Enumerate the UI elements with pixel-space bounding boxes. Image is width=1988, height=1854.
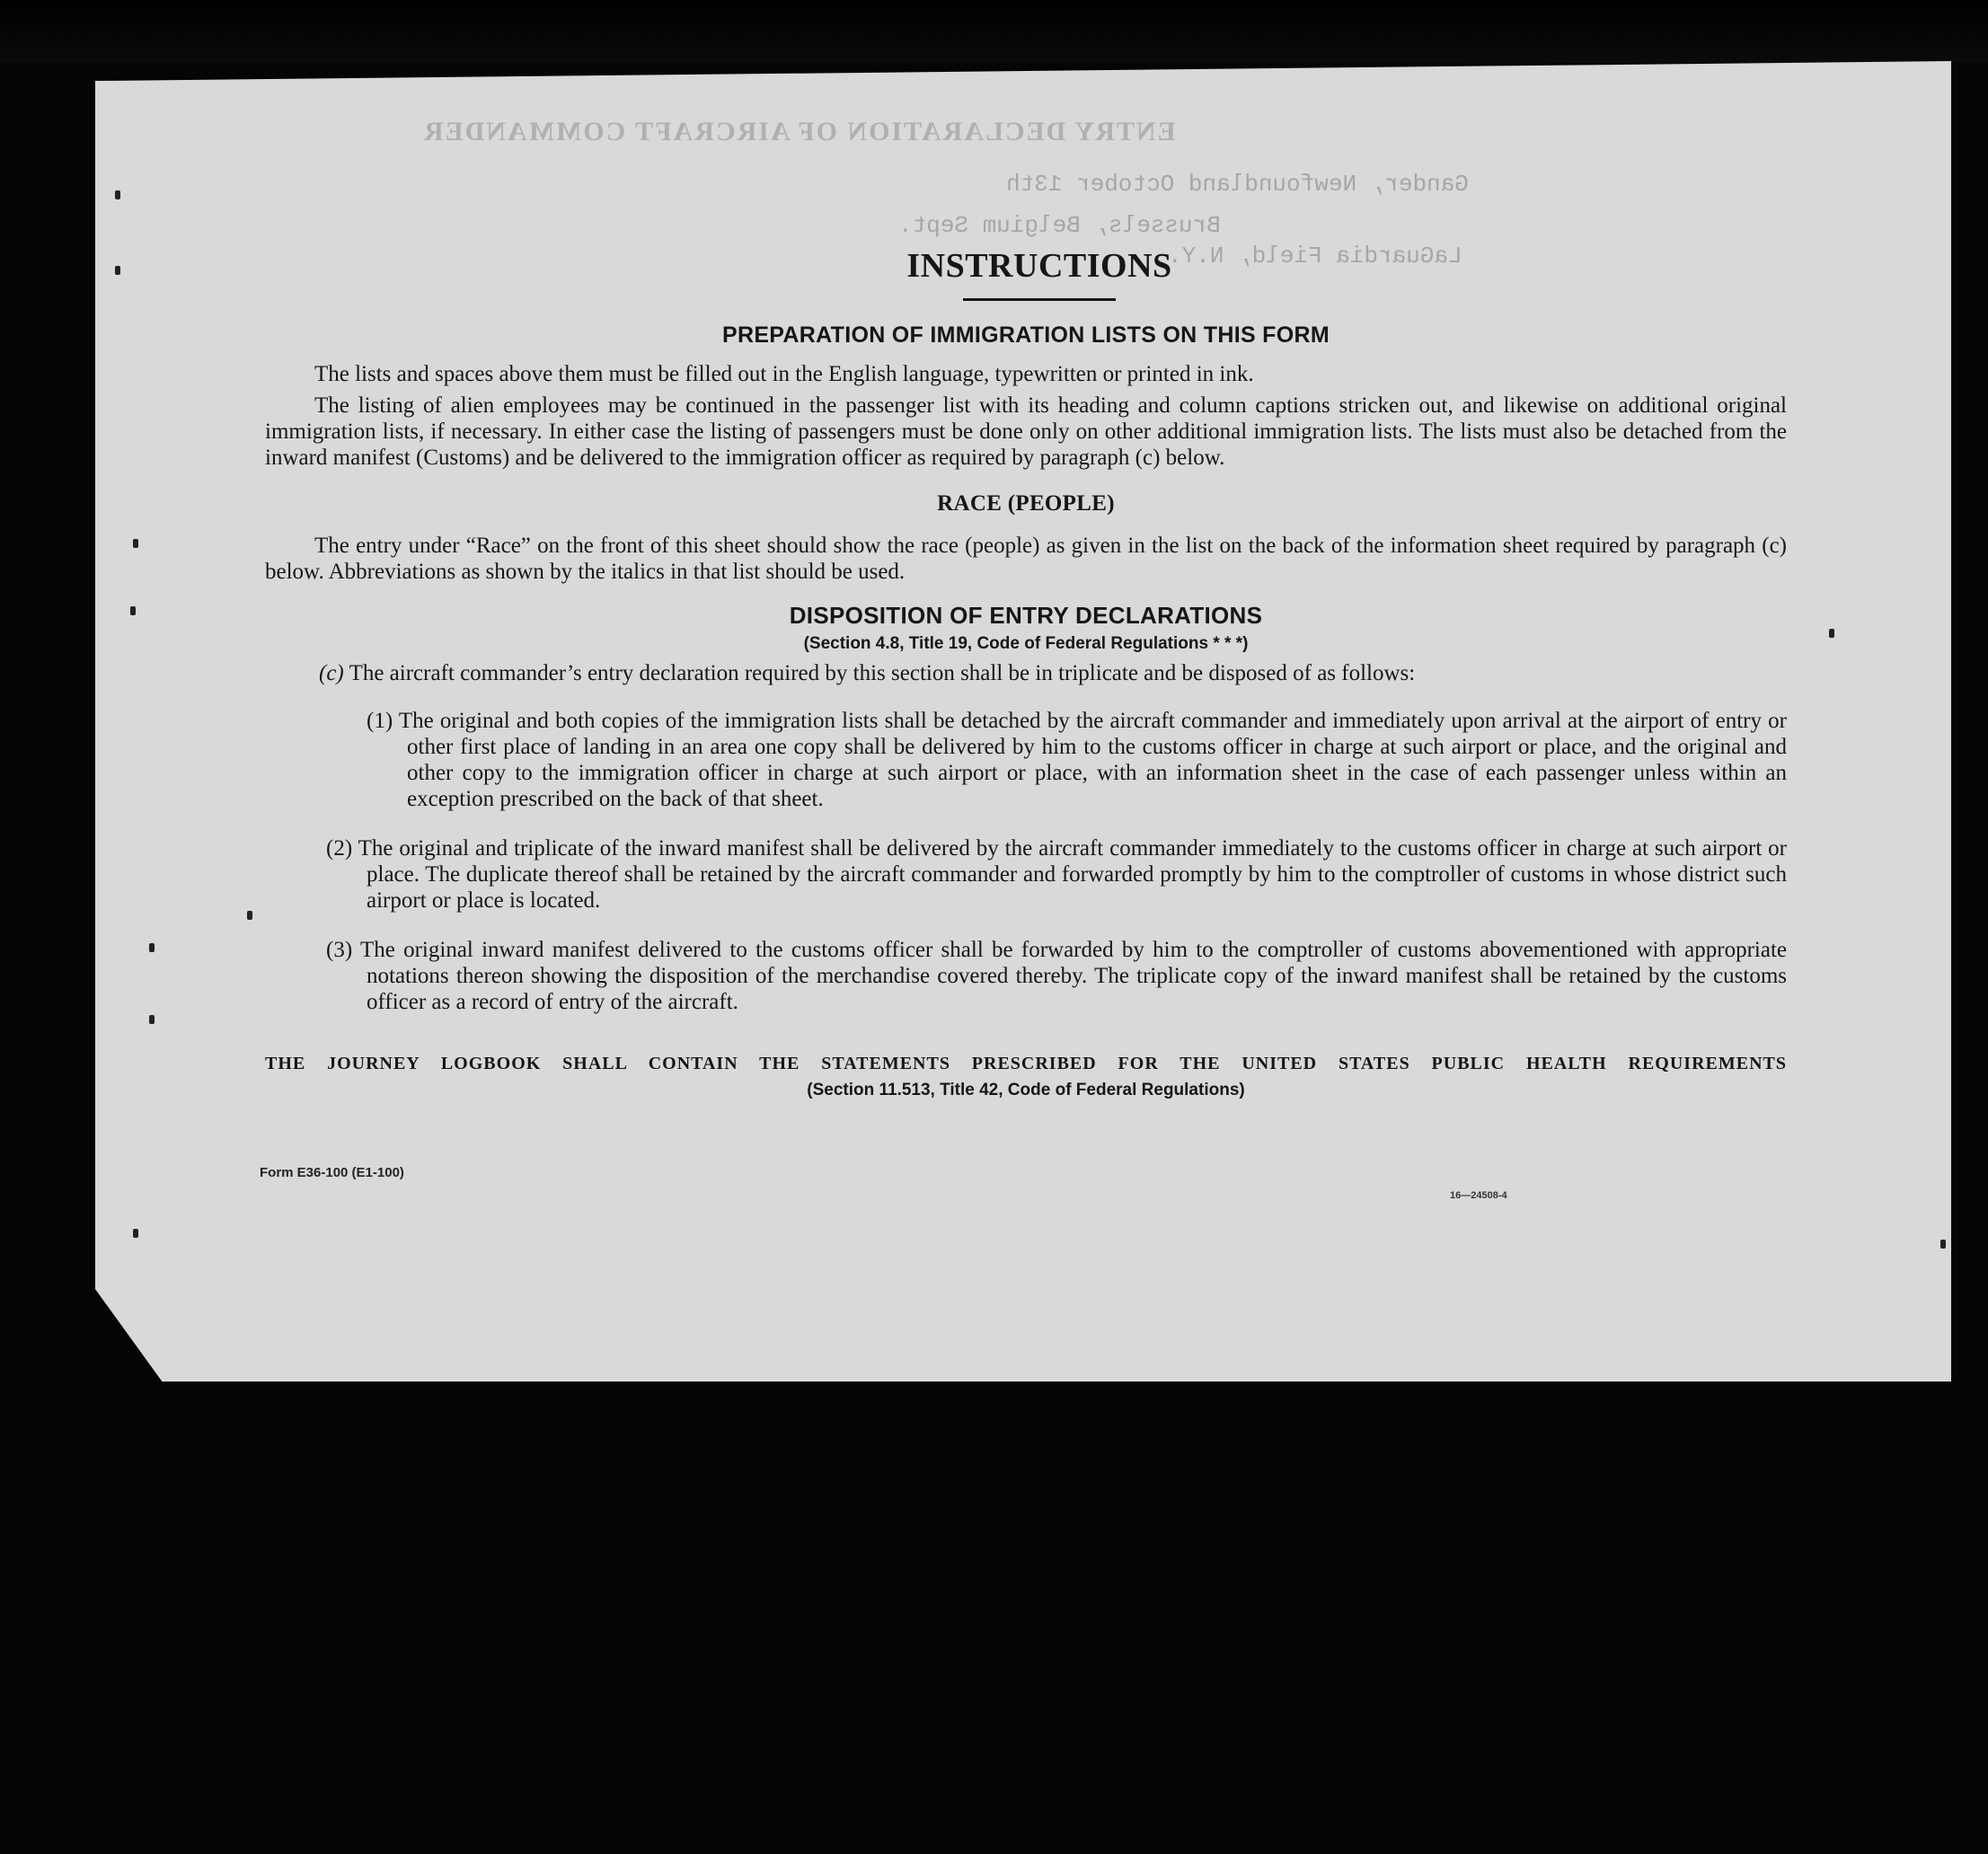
section-caption: (Section 4.8, Title 19, Code of Federal Regulations * * *): [803, 634, 1249, 653]
list-item: [265, 937, 1787, 1015]
ink-mark: [149, 1015, 155, 1024]
ink-mark: [133, 539, 138, 548]
ink-mark: [130, 606, 136, 615]
show-through-text: LaGuardia Field, N.Y.: [1168, 243, 1462, 269]
ink-mark: [115, 190, 120, 199]
ink-mark: [1940, 1240, 1946, 1249]
section-heading-disposition: DISPOSITION OF ENTRY DECLARATIONS: [789, 602, 1263, 629]
ink-mark: [149, 943, 155, 952]
footer-caption: (Section 11.513, Title 42, Code of Federal Regulations): [807, 1081, 1245, 1099]
item-text: The original and triplicate of the inward manifest shall be delivered by the aircraft commander immediately to the customs officer in charge at such airport or place. The duplicate thereof shall be retained by the aircraft commander and forwarded promptly by him to the comptroller of customs in whose district such airport or place is located.: [358, 836, 1787, 913]
paragraph: The listing of alien employees may be continued in the passenger list with its heading and column captions stricken out, and likewise on additional original immigration lists, if necessary. In either case the listing of passengers must be done only on other additional immigration lists. The lists must also be detached from the inward manifest (Customs) and be delivered to the immigration officer as required by paragraph (c) below.: [265, 393, 1787, 470]
form-number: Form E36-100 (E1-100): [260, 1165, 404, 1180]
item-number: (3): [326, 938, 353, 962]
ink-mark: [115, 266, 120, 275]
paragraph: The lists and spaces above them must be filled out in the English language, typewritten or printed in ink.: [314, 362, 1254, 386]
list-item: [265, 708, 1787, 812]
paragraph-c: [265, 660, 1787, 686]
paragraph-label: (c): [319, 661, 344, 685]
paragraph: The entry under “Race” on the front of this sheet should show the race (people) as given in the list on the back of the information sheet required by paragraph (c) below. Abbreviations as shown by the italics in that list should be used.: [265, 534, 1787, 584]
ink-mark: [133, 1229, 138, 1238]
item-text: The original inward manifest delivered to the customs officer shall be forwarded by him to the comptroller of customs abovementioned with appropriate notations thereon showing the disposition of the merchandise covered thereby. The triplicate copy of the inward manifest shall be retained by the customs officer as a record of entry of the aircraft.: [359, 938, 1787, 1014]
print-code: 16—24508-4: [1450, 1190, 1507, 1201]
section-heading-preparation: PREPARATION OF IMMIGRATION LISTS ON THIS FORM: [722, 322, 1330, 348]
show-through-text: ENTRY DECLARATION OF AIRCRAFT COMMANDER: [422, 117, 1176, 146]
ink-mark: [247, 911, 252, 920]
show-through-text: Brussels, Belgium Sept.: [898, 212, 1221, 239]
section-heading-race: RACE (PEOPLE): [937, 491, 1115, 516]
ink-mark: [1829, 629, 1834, 638]
footer-statement: THE JOURNEY LOGBOOK SHALL CONTAIN THE STATEMENTS PRESCRIBED FOR THE UNITED STATES PUBLIC HEALTH REQUIREMENTS: [265, 1054, 1787, 1073]
list-item: [265, 835, 1787, 914]
scan-border: [0, 0, 1988, 63]
page-title: INSTRUCTIONS: [906, 247, 1172, 285]
title-underline: [963, 298, 1116, 301]
instructions-body: [265, 243, 1787, 1103]
item-number: (2): [326, 836, 353, 861]
paragraph-text: The aircraft commander’s entry declaration required by this section shall be in triplicate and be disposed of as follows:: [349, 661, 1416, 685]
show-through-text: Gander, Newfoundland October 13th: [1006, 171, 1469, 198]
item-number: (1): [367, 709, 393, 733]
item-text: The original and both copies of the immigration lists shall be detached by the aircraft commander and immediately upon arrival at the airport of entry or other first place of landing in an area one copy shall be delivered by him to the customs officer in charge at such airport or place, and the original and other copy to the immigration officer in charge at such airport or place, with an information sheet in the case of each passenger unless within an exception prescribed on the back of that sheet.: [398, 709, 1787, 811]
